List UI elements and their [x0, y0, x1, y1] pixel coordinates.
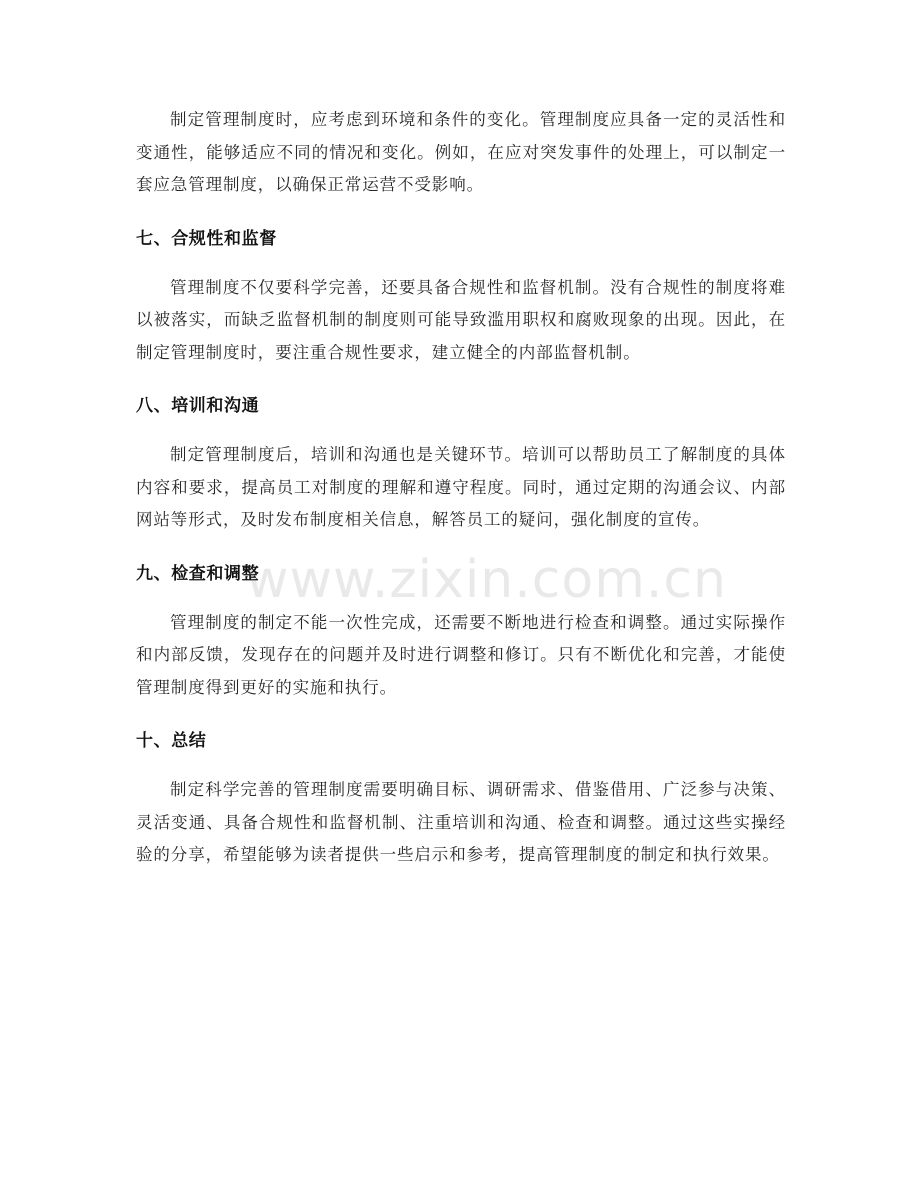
document-body: [136, 104, 786, 896]
section-heading: 十、总结: [136, 731, 207, 751]
watermark: www.zixin.com.cn: [246, 550, 727, 610]
intro-paragraph: 制定管理制度时，应考虑到环境和条件的变化。管理制度应具备一定的灵活性和变通性，能够适应不同的情况和变化。例如，在应对突发事件的处理上，可以制定一套应急管理制度，以确保正常运营不受影响。: [136, 110, 786, 194]
section-compliance: [136, 226, 786, 370]
section-heading: 九、检查和调整: [136, 563, 260, 584]
section-paragraph: 管理制度不仅要科学完善，还要具备合规性和监督机制。没有合规性的制度将难以被落实，而缺乏监督机制的制度则可能导致滥用职权和腐败现象的出现。因此，在制定管理制度时，要注重合规性要求，建立健全的内部监督机制。: [136, 277, 786, 362]
section-paragraph: 制定管理制度后，培训和沟通也是关键环节。培训可以帮助员工了解制度的具体内容和要求，提高员工对制度的理解和遵守程度。同时，通过定期的沟通会议、内部网站等形式，及时发布制度相关信息，解答员工的疑问，强化制度的宣传。: [136, 445, 786, 529]
section-paragraph: 制定科学完善的管理制度需要明确目标、调研需求、借鉴借用、广泛参与决策、灵活变通、具备合规性和监督机制、注重培训和沟通、检查和调整。通过这些实操经验的分享，希望能够为读者提供一些启示和参考，提高管理制度的制定和执行效果。: [136, 780, 786, 864]
section-review: [136, 561, 786, 705]
section-training: [136, 393, 786, 537]
section-heading: 八、培训和沟通: [136, 396, 260, 416]
section-paragraph: 管理制度的制定不能一次性完成，还需要不断地进行检查和调整。通过实际操作和内部反馈，发现存在的问题并及时进行调整和修订。只有不断优化和完善，才能使管理制度得到更好的实施和执行。: [136, 612, 786, 697]
section-summary: [136, 728, 786, 872]
section-heading: 七、合规性和监督: [136, 228, 277, 249]
